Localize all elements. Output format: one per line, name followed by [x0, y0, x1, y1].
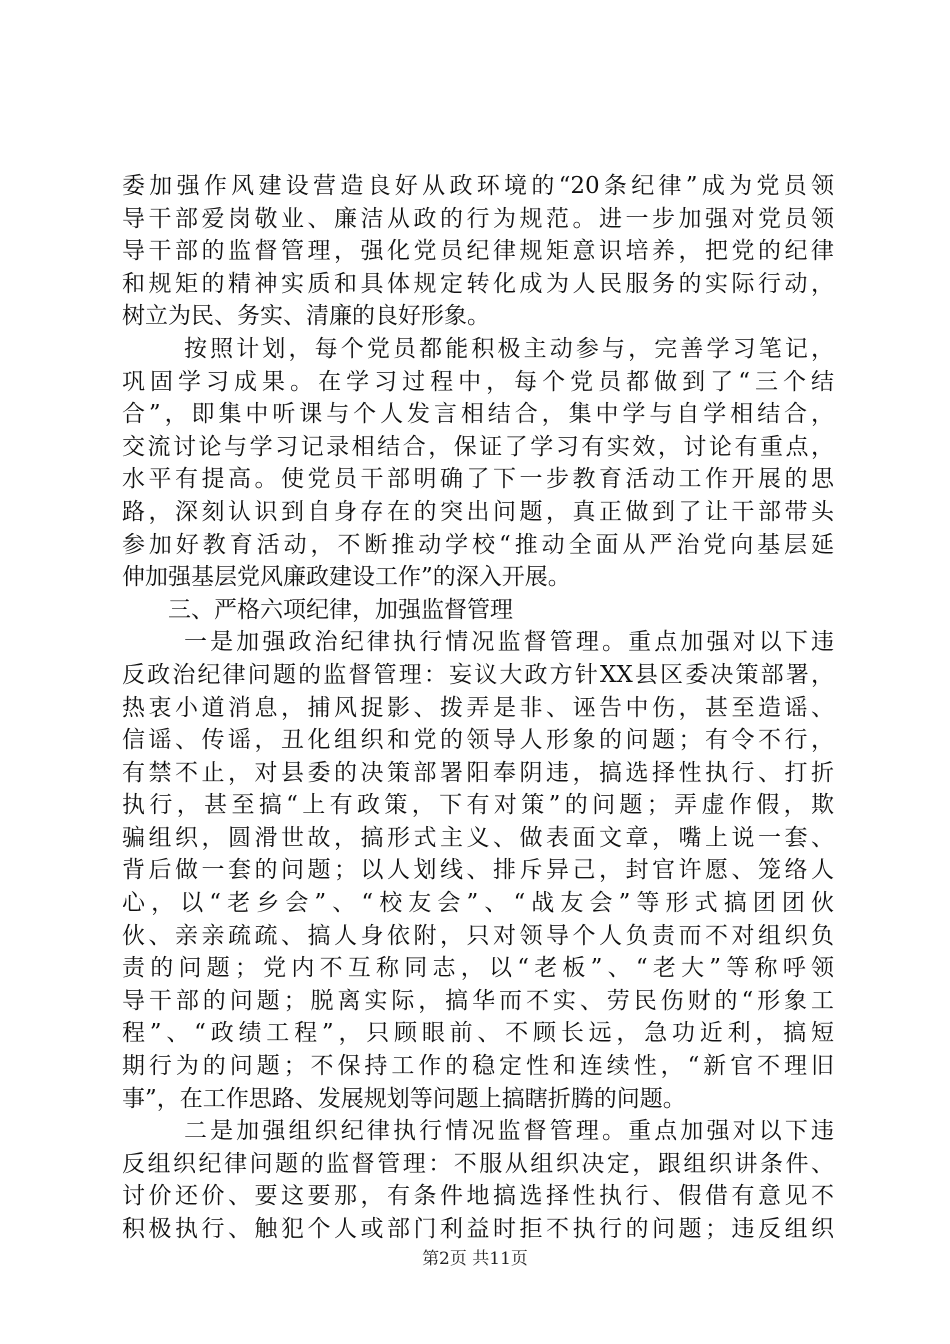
text-line: 热衷小道消息，捕风捉影、拨弄是非、诬告中伤，甚至造谣、 — [122, 694, 834, 721]
text-line: 树立为民、务实、清廉的良好形象。 — [122, 303, 490, 330]
text-line: 期行为的问题；不保持工作的稳定性和连续性，“新官不理旧 — [122, 1053, 834, 1080]
text-line: 导干部爱岗敬业、廉洁从政的行为规范。进一步加强对党员领 — [122, 205, 834, 232]
text-line: 反组织纪律问题的监督管理：不服从组织决定，跟组织讲条件、 — [122, 1150, 834, 1177]
text-line: 心，以“老乡会”、“校友会”、“战友会”等形式搞团团伙 — [122, 890, 834, 917]
paragraph-first-line: 二是加强组织纪律执行情况监督管理。重点加强对以下违 — [184, 1118, 834, 1145]
text-line: 伸加强基层党风廉政建设工作”的深入开展。 — [122, 564, 571, 591]
paragraph-first-line: 一是加强政治纪律执行情况监督管理。重点加强对以下违 — [184, 629, 834, 656]
text-line: 有禁不止，对县委的决策部署阳奉阴违，搞选择性执行、打折 — [122, 759, 834, 786]
text-line: 参加好教育活动，不断推动学校“推动全面从严治党向基层延 — [122, 531, 834, 558]
text-line: 和规矩的精神实质和具体规定转化成为人民服务的实际行动， — [122, 270, 834, 297]
text-line: 导干部的监督管理，强化党员纪律规矩意识培养，把党的纪律 — [122, 238, 834, 265]
page-footer: 第2页 共11页 — [422, 1249, 528, 1269]
text-line: 委加强作风建设营造良好从政环境的“20条纪律”成为党员领 — [122, 173, 834, 199]
text-line: 水平有提高。使党员干部明确了下一步教育活动工作开展的思 — [122, 466, 834, 493]
text-line: 伙、亲亲疏疏、搞人身依附，只对领导个人负责而不对组织负 — [122, 922, 834, 949]
text-line: 执行，甚至搞“上有政策，下有对策”的问题；弄虚作假，欺 — [122, 792, 834, 819]
text-line: 巩固学习成果。在学习过程中，每个党员都做到了“三个结 — [122, 368, 834, 395]
text-line: 路，深刻认识到自身存在的突出问题，真正做到了让干部带头 — [122, 498, 834, 525]
text-line: 讨价还价、要这要那，有条件地搞选择性执行、假借有意见不 — [122, 1183, 834, 1210]
text-line: 骗组织，圆滑世故，搞形式主义、做表面文章，嘴上说一套、 — [122, 824, 834, 851]
text-line: 合”，即集中听课与个人发言相结合，集中学与自学相结合， — [122, 401, 834, 428]
text-line: 事”，在工作思路、发展规划等问题上搞瞎折腾的问题。 — [122, 1085, 686, 1112]
text-line: 积极执行、触犯个人或部门利益时拒不执行的问题；违反组织 — [122, 1216, 834, 1242]
text-line: 程”、“政绩工程”，只顾眼前、不顾长远，急功近利，搞短 — [122, 1020, 834, 1047]
text-line: 背后做一套的问题；以人划线、排斥异己，封官许愿、笼络人 — [122, 857, 834, 884]
text-line: 责的问题；党内不互称同志，以“老板”、“老大”等称呼领 — [122, 955, 834, 982]
text-line: 交流讨论与学习记录相结合，保证了学习有实效，讨论有重点， — [122, 433, 834, 460]
text-line: 导干部的问题；脱离实际，搞华而不实、劳民伤财的“形象工 — [122, 987, 834, 1014]
text-line: 信谣、传谣，丑化组织和党的领导人形象的问题；有令不行， — [122, 727, 834, 754]
paragraph-first-line: 按照计划，每个党员都能积极主动参与，完善学习笔记， — [184, 335, 834, 362]
section-heading: 三、严格六项纪律，加强监督管理 — [168, 596, 513, 623]
text-line: 反政治纪律问题的监督管理：妄议大政方针XX县区委决策部署， — [122, 661, 834, 688]
document-body — [122, 170, 834, 1246]
